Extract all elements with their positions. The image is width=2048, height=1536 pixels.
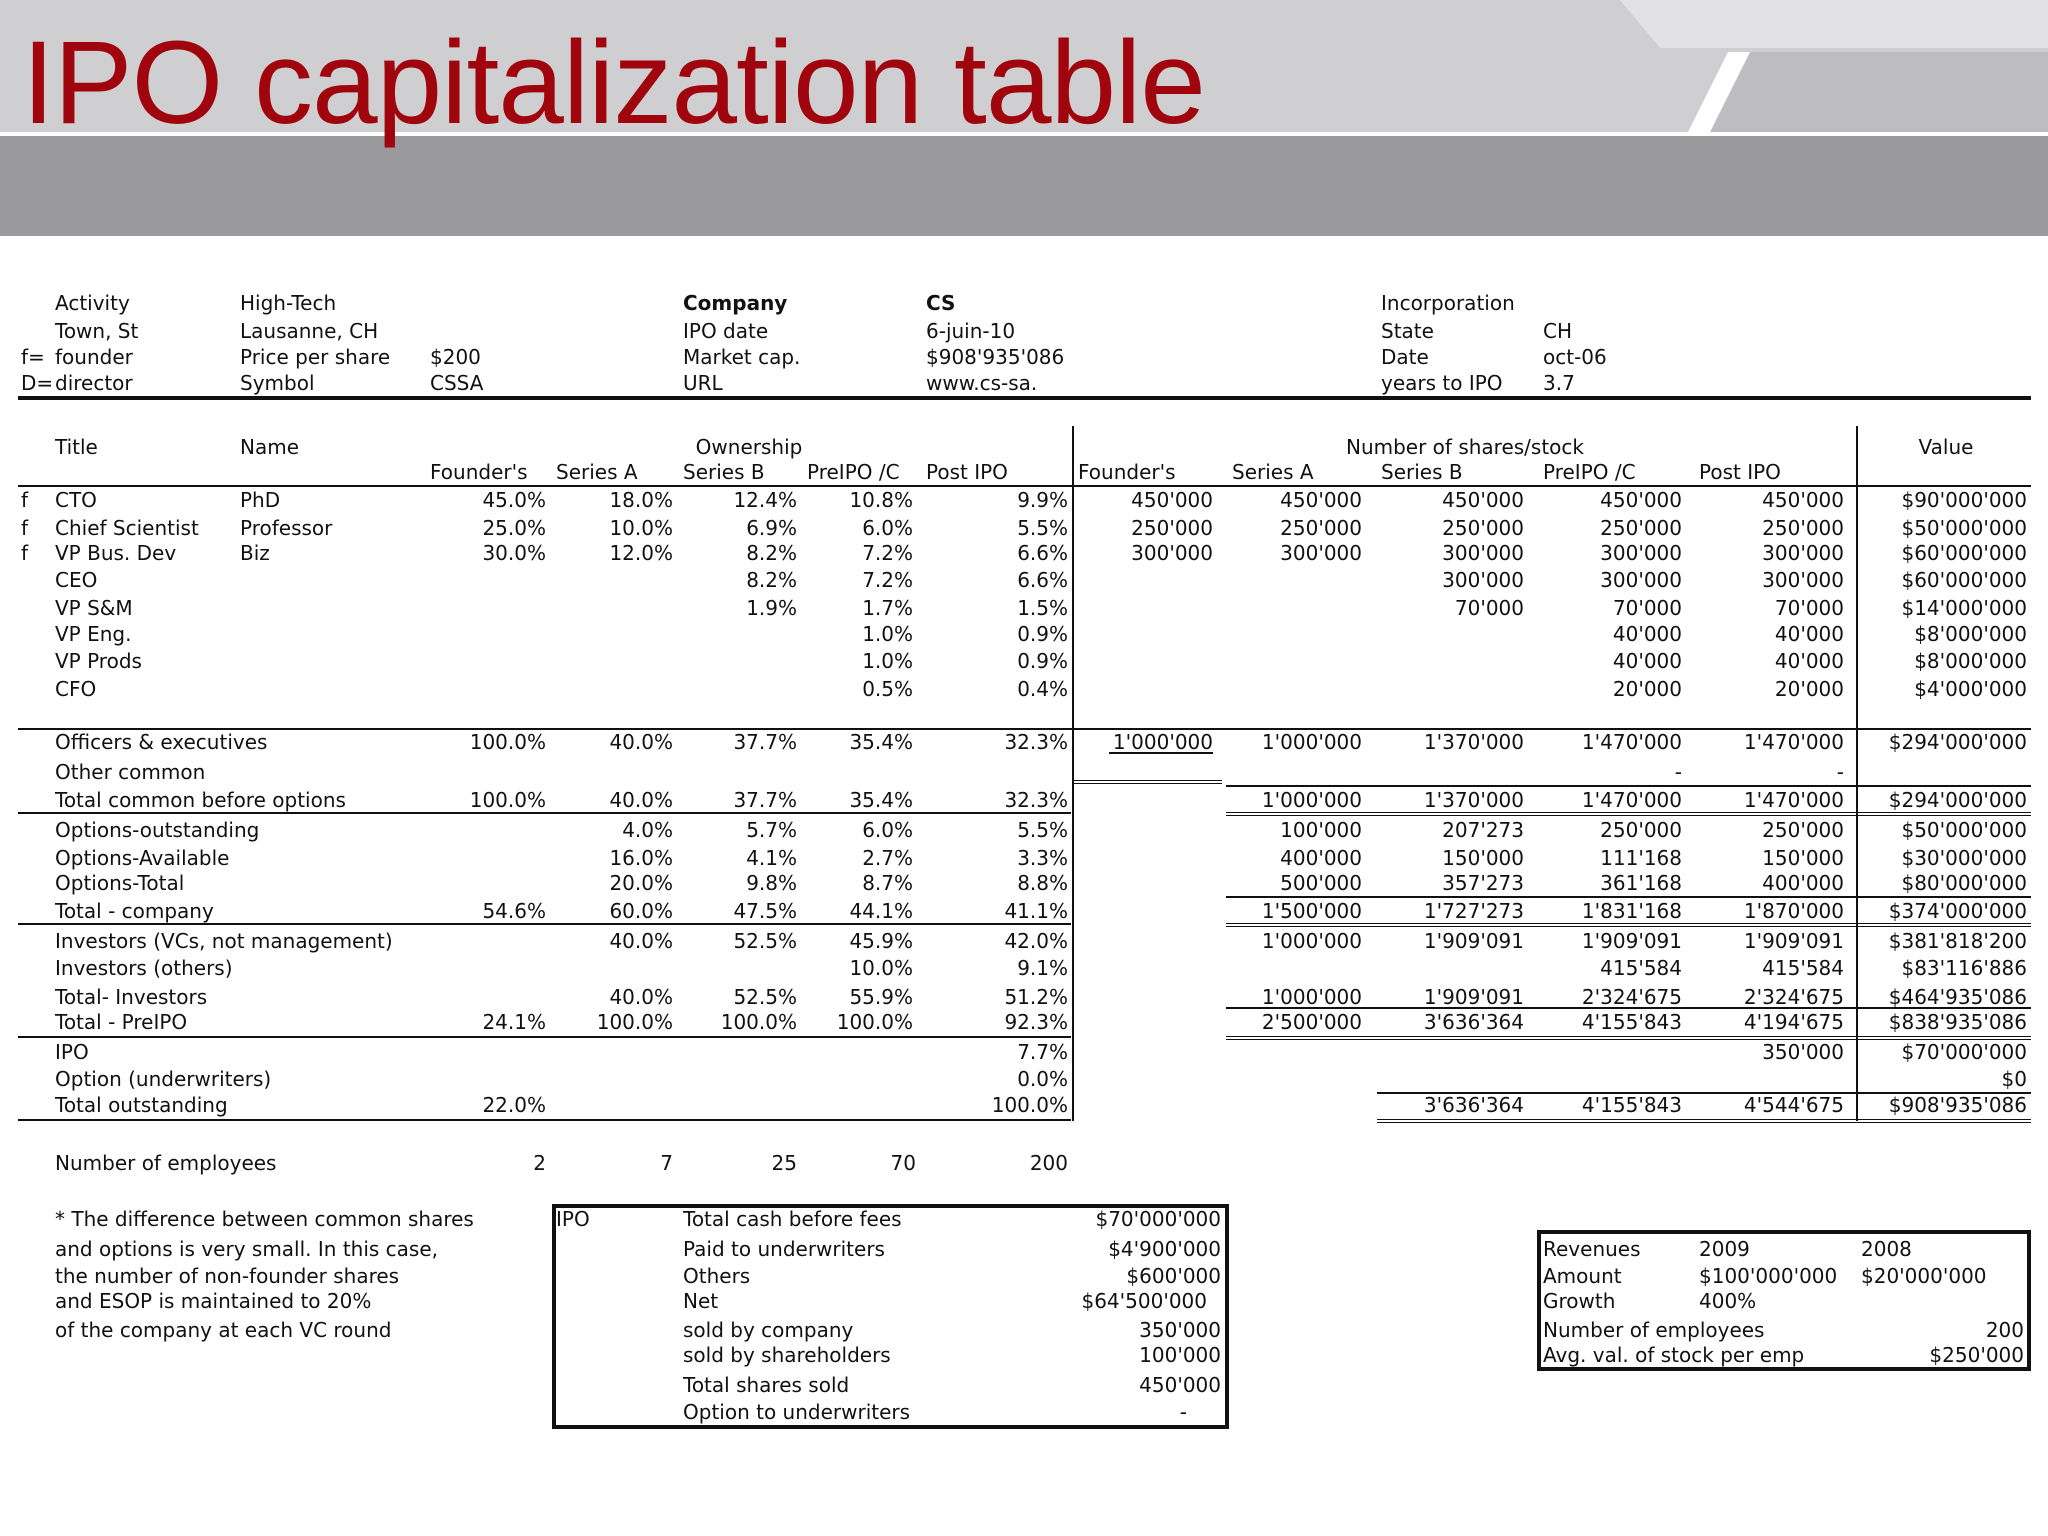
header-shares: Number of shares/stock xyxy=(1345,435,1584,459)
shares-col-header: Series B xyxy=(1381,460,1463,484)
ownership-cell: 35.4% xyxy=(849,730,913,754)
ownership-col-header: Series A xyxy=(556,460,638,484)
ownership-col-header: Post IPO xyxy=(926,460,1008,484)
ownership-cell: 1.5% xyxy=(1017,596,1068,620)
shares-cell: 4'194'675 xyxy=(1743,1010,1844,1034)
ownership-cell: 8.2% xyxy=(746,541,797,565)
employees-cell: 200 xyxy=(1029,1151,1068,1175)
officer-title: VP S&M xyxy=(55,596,133,620)
shares-cell: 250'000 xyxy=(1131,516,1213,540)
info-cell: Symbol xyxy=(240,371,315,395)
ownership-cell: 8.2% xyxy=(746,568,797,592)
ownership-cell: 10.0% xyxy=(849,956,913,980)
value-cell: $838'935'086 xyxy=(1888,1010,2027,1034)
shares-rule xyxy=(1377,1092,2031,1094)
ipo-box-value: $64'500'000 xyxy=(1081,1289,1207,1313)
ownership-cell: 44.1% xyxy=(849,899,913,923)
ownership-cell: 5.5% xyxy=(1017,818,1068,842)
ipo-box-value: $600'000 xyxy=(1126,1264,1221,1288)
officer-name: Professor xyxy=(240,516,333,540)
ownership-cell: 100.0% xyxy=(720,1010,797,1034)
header-value: Value xyxy=(1918,435,1974,459)
value-cell: $294'000'000 xyxy=(1888,730,2027,754)
ownership-cell: 37.7% xyxy=(733,788,797,812)
shares-cell: 2'500'000 xyxy=(1261,1010,1362,1034)
summary-label: Options-outstanding xyxy=(55,818,260,842)
officer-title: VP Bus. Dev xyxy=(55,541,177,565)
employees-cell: 70 xyxy=(890,1151,916,1175)
ownership-cell: 18.0% xyxy=(609,488,673,512)
shares-cell: 250'000 xyxy=(1762,516,1844,540)
info-cell: IPO date xyxy=(683,319,769,343)
ownership-cell: 51.2% xyxy=(1004,985,1068,1009)
shares-cell: - xyxy=(1674,760,1682,784)
founders-underline xyxy=(1109,752,1213,754)
shares-cell: 100'000 xyxy=(1280,818,1362,842)
ownership-col-header: PreIPO /C xyxy=(807,460,900,484)
founder-marker: f xyxy=(21,541,29,565)
shares-cell: 40'000 xyxy=(1774,649,1844,673)
shares-cell: 1'500'000 xyxy=(1261,899,1362,923)
revenue-label: Revenues xyxy=(1543,1237,1641,1261)
footnote-line: and options is very small. In this case, xyxy=(55,1237,438,1261)
summary-label: Total common before options xyxy=(55,788,346,812)
ipo-box-value: 350'000 xyxy=(1139,1318,1221,1342)
ownership-cell: 9.8% xyxy=(746,871,797,895)
shares-cell: 2'324'675 xyxy=(1743,985,1844,1009)
revenue-label: Amount xyxy=(1543,1264,1622,1288)
shares-cell: 250'000 xyxy=(1442,516,1524,540)
officer-title: CFO xyxy=(55,677,97,701)
table-bottom-rule xyxy=(18,1119,1071,1121)
ownership-cell: 1.7% xyxy=(862,596,913,620)
shares-cell: 3'636'364 xyxy=(1423,1093,1524,1117)
shares-cell: 400'000 xyxy=(1280,846,1362,870)
ipo-box-item: Total cash before fees xyxy=(683,1207,902,1231)
title-banner xyxy=(0,0,2048,236)
shares-cell: 111'168 xyxy=(1600,846,1682,870)
ownership-cell: 0.9% xyxy=(1017,622,1068,646)
shares-cell: 450'000 xyxy=(1600,488,1682,512)
revenue-employees-value: 200 xyxy=(1985,1318,2024,1342)
ipo-box-item: Option to underwriters xyxy=(683,1400,911,1424)
ownership-cell: 100.0% xyxy=(836,1010,913,1034)
ownership-cell: 7.2% xyxy=(862,568,913,592)
shares-cell: 4'155'843 xyxy=(1581,1010,1682,1034)
banner-decoration xyxy=(1560,0,2048,132)
ipo-box-item: sold by company xyxy=(683,1318,854,1342)
shares-cell: 400'000 xyxy=(1762,871,1844,895)
ownership-cell: 45.9% xyxy=(849,929,913,953)
shares-cell: 300'000 xyxy=(1762,568,1844,592)
shares-cell: 70'000 xyxy=(1774,596,1844,620)
ipo-box-value: $4'900'000 xyxy=(1108,1237,1221,1261)
revenue-value: 2009 xyxy=(1699,1237,1750,1261)
summary-label: Total outstanding xyxy=(55,1093,228,1117)
info-bottom-rule xyxy=(18,396,2031,400)
value-cell: $90'000'000 xyxy=(1901,488,2027,512)
shares-cell: 207'273 xyxy=(1442,818,1524,842)
footnote-line: and ESOP is maintained to 20% xyxy=(55,1289,372,1313)
ownership-cell: 32.3% xyxy=(1004,730,1068,754)
officer-title: CEO xyxy=(55,568,98,592)
shares-cell: 300'000 xyxy=(1600,541,1682,565)
shares-cell: 500'000 xyxy=(1280,871,1362,895)
shares-cell: 1'000'000 xyxy=(1261,730,1362,754)
info-cell: Company xyxy=(683,291,788,315)
info-cell: founder xyxy=(55,345,133,369)
ownership-cell: 0.9% xyxy=(1017,649,1068,673)
summary-label: Total - PreIPO xyxy=(55,1010,188,1034)
header-name: Name xyxy=(240,435,300,459)
avg-stock-value: $250'000 xyxy=(1929,1343,2024,1367)
ownership-cell: 6.9% xyxy=(746,516,797,540)
shares-double-rule xyxy=(1226,812,2031,816)
value-cell: $464'935'086 xyxy=(1888,985,2027,1009)
ownership-cell: 5.7% xyxy=(746,818,797,842)
shares-cell: 40'000 xyxy=(1774,622,1844,646)
ownership-cell: 35.4% xyxy=(849,788,913,812)
shares-cell: 40'000 xyxy=(1612,649,1682,673)
summary-label: Option (underwriters) xyxy=(55,1067,272,1091)
ownership-cell: 6.6% xyxy=(1017,541,1068,565)
ownership-cell: 25.0% xyxy=(482,516,546,540)
founder-marker: f xyxy=(21,488,29,512)
summary-label: Options-Total xyxy=(55,871,185,895)
shares-cell: 20'000 xyxy=(1612,677,1682,701)
value-cell: $294'000'000 xyxy=(1888,788,2027,812)
shares-cell: 357'273 xyxy=(1442,871,1524,895)
shares-cell: 1'370'000 xyxy=(1423,788,1524,812)
avg-stock-label: Avg. val. of stock per emp xyxy=(1543,1343,1805,1367)
shares-cell: 1'909'091 xyxy=(1743,929,1844,953)
shares-cell: 250'000 xyxy=(1600,818,1682,842)
officer-name: PhD xyxy=(240,488,281,512)
employees-label: Number of employees xyxy=(55,1151,277,1175)
shares-cell: 2'324'675 xyxy=(1581,985,1682,1009)
shares-cell: 450'000 xyxy=(1762,488,1844,512)
ownership-cell: 2.7% xyxy=(862,846,913,870)
info-cell: 3.7 xyxy=(1543,371,1575,395)
header-ownership: Ownership xyxy=(695,435,803,459)
revenue-value: $20'000'000 xyxy=(1861,1264,1987,1288)
info-cell: Date xyxy=(1381,345,1429,369)
shares-cell: 4'544'675 xyxy=(1743,1093,1844,1117)
shares-cell: 300'000 xyxy=(1442,568,1524,592)
section-rule xyxy=(18,923,1071,925)
ownership-cell: 55.9% xyxy=(849,985,913,1009)
page-title: IPO capitalization table xyxy=(22,17,1205,149)
revenue-employees-label: Number of employees xyxy=(1543,1318,1765,1342)
shares-cell: 300'000 xyxy=(1131,541,1213,565)
founder-marker: f xyxy=(21,516,29,540)
employees-cell: 7 xyxy=(660,1151,673,1175)
shares-cell: 1'909'091 xyxy=(1423,985,1524,1009)
ownership-cell: 6.0% xyxy=(862,818,913,842)
ownership-cell: 42.0% xyxy=(1004,929,1068,953)
revenue-value: 2008 xyxy=(1861,1237,1912,1261)
info-cell: High-Tech xyxy=(240,291,337,315)
shares-cell: 300'000 xyxy=(1442,541,1524,565)
value-cell: $381'818'200 xyxy=(1888,929,2027,953)
ipo-box-label: IPO xyxy=(556,1207,590,1231)
ownership-cell: 22.0% xyxy=(482,1093,546,1117)
ipo-box-item: Net xyxy=(683,1289,719,1313)
ownership-cell: 7.7% xyxy=(1017,1040,1068,1064)
shares-cell: 3'636'364 xyxy=(1423,1010,1524,1034)
shares-cell: 250'000 xyxy=(1762,818,1844,842)
ownership-cell: 30.0% xyxy=(482,541,546,565)
summary-label: Total - company xyxy=(55,899,214,923)
shares-cell: 1'000'000 xyxy=(1112,730,1213,754)
shares-cell: 361'168 xyxy=(1600,871,1682,895)
revenue-value: 400% xyxy=(1699,1289,1757,1313)
shares-cell: 1'870'000 xyxy=(1743,899,1844,923)
ownership-cell: 45.0% xyxy=(482,488,546,512)
info-cell: Incorporation xyxy=(1381,291,1515,315)
ownership-cell: 60.0% xyxy=(609,899,673,923)
employees-cell: 25 xyxy=(771,1151,797,1175)
ownership-cell: 1.9% xyxy=(746,596,797,620)
shares-cell: 1'470'000 xyxy=(1581,788,1682,812)
shares-rule xyxy=(1226,1007,2031,1009)
shares-double-rule xyxy=(1377,1119,2031,1123)
info-cell: years to IPO xyxy=(1381,371,1503,395)
footnote-line: of the company at each VC round xyxy=(55,1318,392,1342)
ownership-col-header: Series B xyxy=(683,460,765,484)
shares-cell: 300'000 xyxy=(1280,541,1362,565)
info-cell: CH xyxy=(1543,319,1573,343)
ipo-box-item: Paid to underwriters xyxy=(683,1237,885,1261)
info-cell: Market cap. xyxy=(683,345,801,369)
shares-cell: 1'470'000 xyxy=(1743,788,1844,812)
shares-cell: 70'000 xyxy=(1454,596,1524,620)
summary-label: Investors (VCs, not management) xyxy=(55,929,393,953)
section-rule xyxy=(18,812,1071,814)
info-cell: Lausanne, CH xyxy=(240,319,379,343)
summary-label: Other common xyxy=(55,760,206,784)
ownership-cell: 12.4% xyxy=(733,488,797,512)
shares-cell: 250'000 xyxy=(1600,516,1682,540)
value-cell: $60'000'000 xyxy=(1901,541,2027,565)
ownership-cell: 92.3% xyxy=(1004,1010,1068,1034)
ownership-cell: 8.8% xyxy=(1017,871,1068,895)
shares-cell: 40'000 xyxy=(1612,622,1682,646)
shares-rule xyxy=(1226,896,2031,898)
info-cell: Activity xyxy=(55,291,130,315)
employees-cell: 2 xyxy=(533,1151,546,1175)
shares-value-divider xyxy=(1856,426,1858,1121)
founders-double-rule xyxy=(1074,780,1222,784)
ownership-cell: 100.0% xyxy=(991,1093,1068,1117)
info-cell: Price per share xyxy=(240,345,391,369)
ownership-cell: 52.5% xyxy=(733,985,797,1009)
value-cell: $50'000'000 xyxy=(1901,516,2027,540)
value-cell: $8'000'000 xyxy=(1914,649,2027,673)
ownership-cell: 54.6% xyxy=(482,899,546,923)
info-cell: State xyxy=(1381,319,1434,343)
ownership-cell: 6.6% xyxy=(1017,568,1068,592)
value-cell: $908'935'086 xyxy=(1888,1093,2027,1117)
value-cell: $70'000'000 xyxy=(1901,1040,2027,1064)
shares-cell: 450'000 xyxy=(1442,488,1524,512)
shares-cell: - xyxy=(1836,760,1844,784)
ownership-cell: 100.0% xyxy=(596,1010,673,1034)
ownership-cell: 4.1% xyxy=(746,846,797,870)
summary-label: Total- Investors xyxy=(55,985,208,1009)
ownership-cell: 10.8% xyxy=(849,488,913,512)
section-rule xyxy=(18,1036,1071,1038)
value-cell: $50'000'000 xyxy=(1901,818,2027,842)
value-cell: $80'000'000 xyxy=(1901,871,2027,895)
value-cell: $30'000'000 xyxy=(1901,846,2027,870)
revenue-value: $100'000'000 xyxy=(1699,1264,1838,1288)
info-cell: CS xyxy=(926,291,956,315)
ownership-cell: 0.5% xyxy=(862,677,913,701)
ownership-cell: 0.0% xyxy=(1017,1067,1068,1091)
shares-col-header: Founder's xyxy=(1078,460,1176,484)
info-cell: D= xyxy=(21,371,54,395)
value-cell: $4'000'000 xyxy=(1914,677,2027,701)
summary-label: Officers & executives xyxy=(55,730,268,754)
value-cell: $83'116'886 xyxy=(1901,956,2027,980)
summary-label: IPO xyxy=(55,1040,89,1064)
ownership-cell: 40.0% xyxy=(609,730,673,754)
value-cell: $8'000'000 xyxy=(1914,622,2027,646)
shares-cell: 1'000'000 xyxy=(1261,985,1362,1009)
ownership-cell: 40.0% xyxy=(609,788,673,812)
ipo-box-item: Total shares sold xyxy=(683,1373,850,1397)
shares-cell: 1'370'000 xyxy=(1423,730,1524,754)
summary-label: Options-Available xyxy=(55,846,230,870)
footnote-line: * The difference between common shares xyxy=(55,1207,474,1231)
shares-cell: 300'000 xyxy=(1600,568,1682,592)
shares-cell: 1'000'000 xyxy=(1261,929,1362,953)
ownership-cell: 37.7% xyxy=(733,730,797,754)
shares-cell: 1'831'168 xyxy=(1581,899,1682,923)
shares-cell: 415'584 xyxy=(1600,956,1682,980)
ownership-cell: 47.5% xyxy=(733,899,797,923)
shares-cell: 1'727'273 xyxy=(1423,899,1524,923)
ownership-cell: 40.0% xyxy=(609,929,673,953)
ownership-cell: 20.0% xyxy=(609,871,673,895)
header-title: Title xyxy=(55,435,98,459)
footnote-line: the number of non-founder shares xyxy=(55,1264,400,1288)
info-cell: CSSA xyxy=(430,371,484,395)
ownership-shares-divider xyxy=(1072,426,1074,1121)
value-cell: $0 xyxy=(2001,1067,2027,1091)
shares-cell: 150'000 xyxy=(1762,846,1844,870)
ownership-cell: 1.0% xyxy=(862,622,913,646)
ownership-cell: 52.5% xyxy=(733,929,797,953)
ipo-box-value: $70'000'000 xyxy=(1095,1207,1221,1231)
officer-title: Chief Scientist xyxy=(55,516,199,540)
ownership-cell: 100.0% xyxy=(469,730,546,754)
shares-cell: 450'000 xyxy=(1131,488,1213,512)
shares-rule xyxy=(1226,785,2031,787)
ownership-cell: 32.3% xyxy=(1004,788,1068,812)
officer-title: CTO xyxy=(55,488,97,512)
shares-cell: 1'909'091 xyxy=(1581,929,1682,953)
info-cell: f= xyxy=(21,345,45,369)
ownership-cell: 40.0% xyxy=(609,985,673,1009)
value-cell: $60'000'000 xyxy=(1901,568,2027,592)
ownership-cell: 0.4% xyxy=(1017,677,1068,701)
info-cell: director xyxy=(55,371,133,395)
shares-col-header: Post IPO xyxy=(1699,460,1781,484)
shares-double-rule xyxy=(1226,1036,2031,1040)
ipo-box-value: - xyxy=(1179,1400,1187,1424)
shares-cell: 1'470'000 xyxy=(1581,730,1682,754)
ownership-cell: 4.0% xyxy=(622,818,673,842)
ipo-box-item: sold by shareholders xyxy=(683,1343,891,1367)
ownership-cell: 7.2% xyxy=(862,541,913,565)
shares-double-rule xyxy=(1226,923,2031,927)
officer-title: VP Prods xyxy=(55,649,142,673)
ownership-col-header: Founder's xyxy=(430,460,528,484)
shares-col-header: Series A xyxy=(1232,460,1314,484)
shares-cell: 250'000 xyxy=(1280,516,1362,540)
info-cell: $200 xyxy=(430,345,481,369)
info-cell: www.cs-sa. xyxy=(926,371,1038,395)
shares-cell: 415'584 xyxy=(1762,956,1844,980)
ownership-cell: 24.1% xyxy=(482,1010,546,1034)
info-cell: Town, St xyxy=(55,319,139,343)
ownership-cell: 16.0% xyxy=(609,846,673,870)
ownership-cell: 1.0% xyxy=(862,649,913,673)
ipo-box-value: 450'000 xyxy=(1139,1373,1221,1397)
info-cell: URL xyxy=(683,371,723,395)
ownership-cell: 3.3% xyxy=(1017,846,1068,870)
ipo-box-value: 100'000 xyxy=(1139,1343,1221,1367)
ownership-cell: 9.1% xyxy=(1017,956,1068,980)
ownership-cell: 8.7% xyxy=(862,871,913,895)
ownership-cell: 12.0% xyxy=(609,541,673,565)
revenue-label: Growth xyxy=(1543,1289,1616,1313)
shares-cell: 300'000 xyxy=(1762,541,1844,565)
value-cell: $374'000'000 xyxy=(1888,899,2027,923)
shares-cell: 1'470'000 xyxy=(1743,730,1844,754)
officer-name: Biz xyxy=(240,541,270,565)
info-cell: $908'935'086 xyxy=(926,345,1065,369)
ownership-cell: 10.0% xyxy=(609,516,673,540)
shares-cell: 1'000'000 xyxy=(1261,788,1362,812)
ownership-cell: 100.0% xyxy=(469,788,546,812)
value-cell: $14'000'000 xyxy=(1901,596,2027,620)
officer-title: VP Eng. xyxy=(55,622,132,646)
shares-cell: 150'000 xyxy=(1442,846,1524,870)
shares-cell: 20'000 xyxy=(1774,677,1844,701)
ownership-cell: 5.5% xyxy=(1017,516,1068,540)
shares-cell: 450'000 xyxy=(1280,488,1362,512)
ownership-cell: 6.0% xyxy=(862,516,913,540)
shares-col-header: PreIPO /C xyxy=(1543,460,1636,484)
shares-cell: 70'000 xyxy=(1612,596,1682,620)
ipo-box-item: Others xyxy=(683,1264,751,1288)
shares-cell: 1'909'091 xyxy=(1423,929,1524,953)
shares-cell: 350'000 xyxy=(1762,1040,1844,1064)
header-bottom-rule xyxy=(18,485,2031,487)
summary-label: Investors (others) xyxy=(55,956,233,980)
ownership-cell: 9.9% xyxy=(1017,488,1068,512)
shares-cell: 4'155'843 xyxy=(1581,1093,1682,1117)
info-cell: oct-06 xyxy=(1543,345,1607,369)
ownership-cell: 41.1% xyxy=(1004,899,1068,923)
info-cell: 6-juin-10 xyxy=(926,319,1016,343)
